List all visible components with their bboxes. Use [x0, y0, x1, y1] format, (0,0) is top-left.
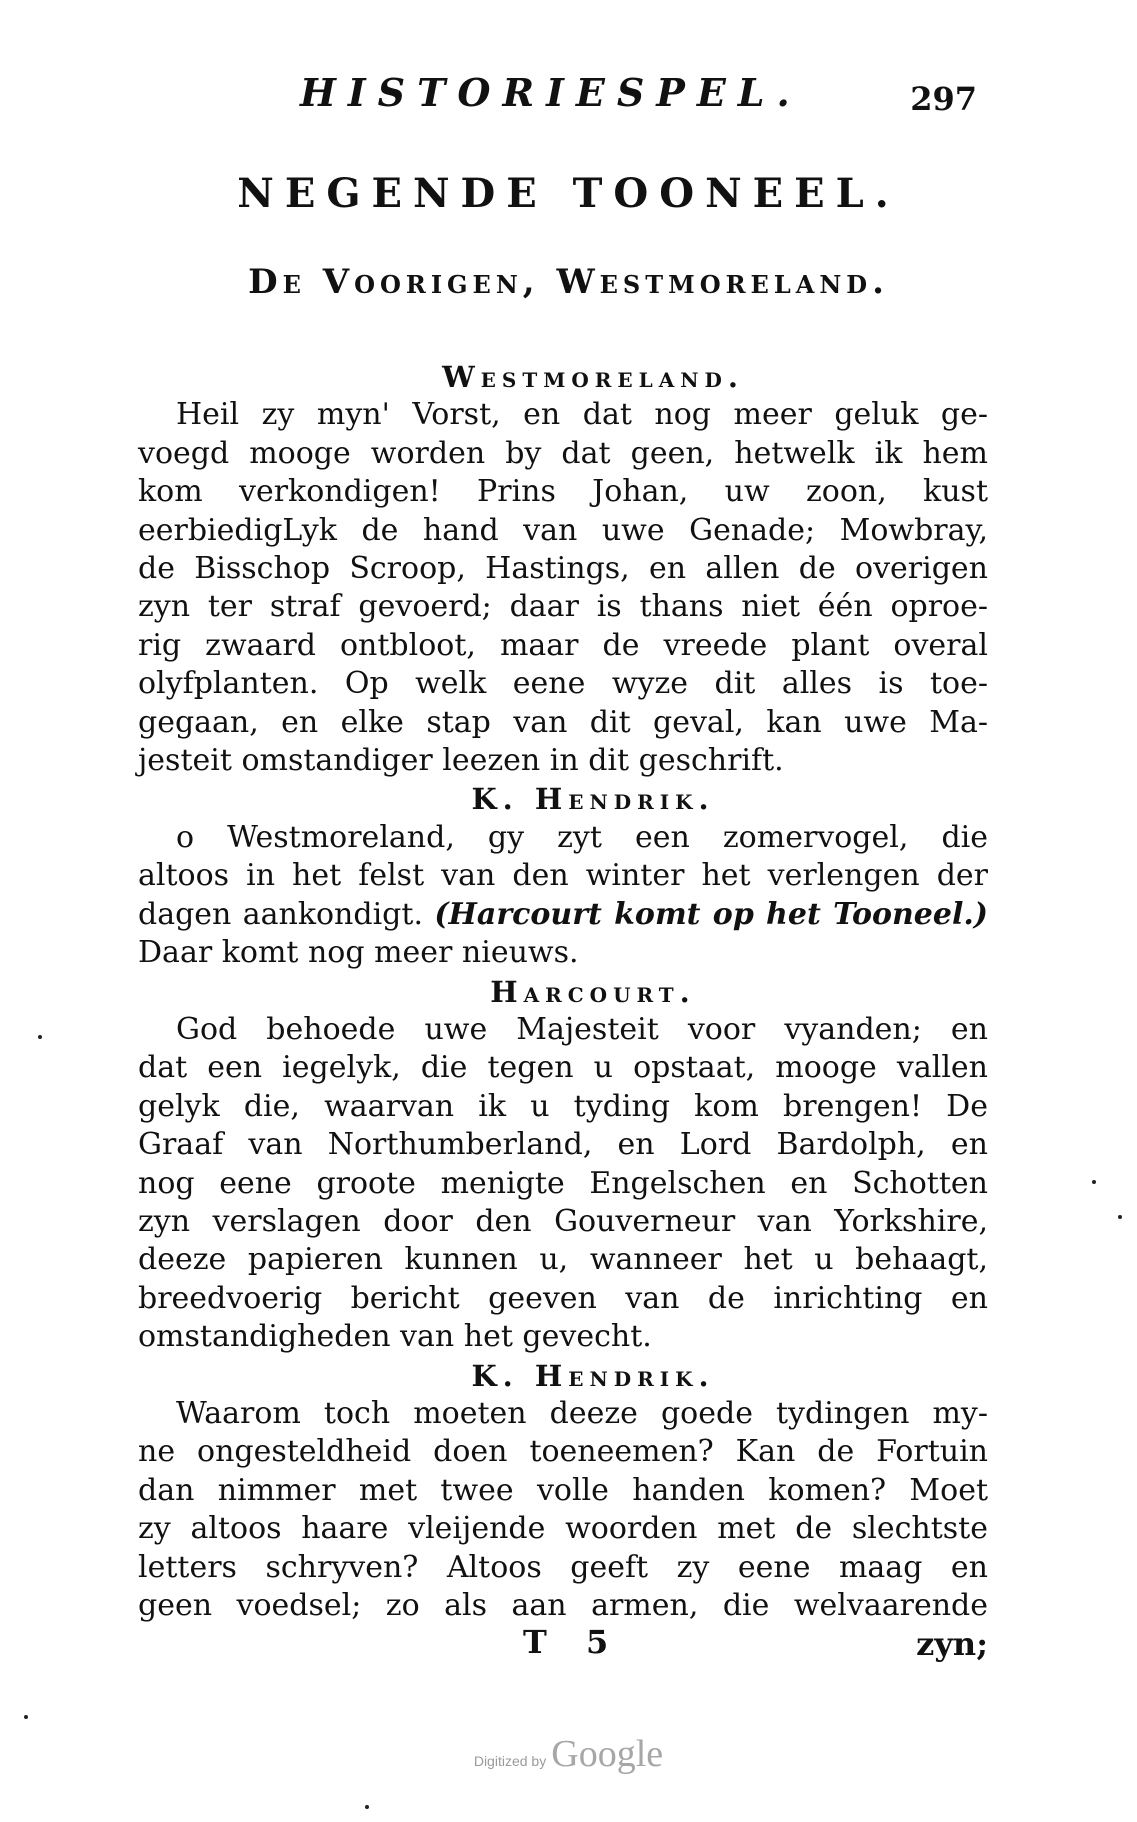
- text-line: voegd mooge worden by dat geen, hetwelk ik hem: [138, 435, 988, 471]
- text-line: [138, 896, 988, 934]
- speech-k-hendrik-2: [138, 1395, 988, 1625]
- text-line: Daar komt nog meer nieuws.: [138, 935, 579, 971]
- text-line: zyn verslagen door den Gouverneur van Yorkshire,: [138, 1203, 988, 1239]
- text-line: zyn ter straf gevoerd; daar is thans niet één oproe-: [138, 589, 988, 625]
- google-logo: Google: [551, 1733, 664, 1775]
- page-footer: [138, 1623, 988, 1673]
- text-fragment: dagen aankondigt.: [138, 896, 423, 932]
- text-line: gelyk die, waarvan ik u tyding kom brengen! De: [138, 1088, 988, 1124]
- text-line: deeze papieren kunnen u, wanneer het u behaagt,: [138, 1242, 988, 1278]
- dialogue-text: [138, 358, 988, 1625]
- print-speck: [38, 1035, 42, 1039]
- print-speck: [24, 1715, 28, 1719]
- speaker-label: Westmoreland.: [442, 360, 744, 394]
- text-line: zy altoos haare vleijende woorden met de slechtste: [138, 1511, 988, 1547]
- scene-heading: NEGENDE TOONEEL.: [237, 170, 900, 217]
- text-line: olyfplanten. Op welk eene wyze dit alles is toe-: [138, 666, 988, 702]
- page-number: 297: [910, 80, 977, 118]
- text-line: geen voedsel; zo als aan armen, die welvaarende: [138, 1588, 988, 1623]
- text-line: eerbiedigLyk de hand van uwe Genade; Mowbray,: [138, 512, 988, 548]
- print-speck: [1092, 1180, 1096, 1184]
- speaker-label: K. Hendrik.: [471, 1358, 715, 1393]
- speech-harcourt: [138, 1011, 988, 1357]
- running-title: HISTORIESPEL.: [300, 70, 802, 115]
- text-line: dat een iegelyk, die tegen u opstaat, mooge vallen: [138, 1050, 988, 1086]
- stage-direction: (Harcourt komt op het Tooneel.): [434, 896, 988, 932]
- text-line: gegaan, en elke stap van dit geval, kan uwe Ma-: [138, 704, 988, 740]
- text-line: dan nimmer met twee volle handen komen? Moet: [138, 1472, 988, 1508]
- text-line: kom verkondigen! Prins Johan, uw zoon, kust: [138, 474, 988, 510]
- text-line: de Bisschop Scroop, Hastings, en allen de overigen: [138, 551, 988, 587]
- watermark-prefix: Digitized by: [473, 1753, 547, 1769]
- text-line: Graaf van Northumberland, en Lord Bardolph, en: [138, 1127, 988, 1163]
- catchword: zyn;: [916, 1625, 988, 1663]
- text-line: altoos in het felst van den winter het verlengen der: [138, 858, 988, 894]
- text-line: letters schryven? Altoos geeft zy eene maag en: [138, 1549, 988, 1585]
- speaker-label: K. Hendrik.: [471, 782, 715, 817]
- speech-k-hendrik: [138, 819, 988, 973]
- text-line: God behoede uwe Majesteit voor vyanden; en: [176, 1011, 988, 1047]
- persons-line: De Voorigen, Westmoreland.: [248, 262, 889, 302]
- page-header: [300, 70, 977, 130]
- print-speck: [1118, 1215, 1122, 1219]
- text-line: jesteit omstandiger leezen in dit geschrift.: [138, 743, 784, 779]
- speech-westmoreland: [138, 396, 988, 780]
- speaker-label: Harcourt.: [490, 974, 696, 1009]
- text-line: omstandigheden van het gevecht.: [138, 1319, 652, 1355]
- print-speck: [365, 1805, 369, 1809]
- text-line: ne ongesteldheid doen toeneemen? Kan de Fortuin: [138, 1434, 988, 1470]
- text-line: Waarom toch moeten deeze goede tydingen my-: [176, 1395, 988, 1431]
- text-line: rig zwaard ontbloot, maar de vreede plant overal: [138, 627, 988, 663]
- text-line: o Westmoreland, gy zyt een zomervogel, die: [176, 819, 988, 855]
- signature-mark: T 5: [523, 1623, 623, 1661]
- text-line: nog eene groote menigte Engelschen en Schotten: [138, 1165, 988, 1201]
- text-line: Heil zy myn' Vorst, en dat nog meer geluk ge-: [176, 397, 988, 433]
- text-line: breedvoerig bericht geeven van de inrichting en: [138, 1280, 988, 1316]
- digitization-watermark: [0, 1732, 1137, 1776]
